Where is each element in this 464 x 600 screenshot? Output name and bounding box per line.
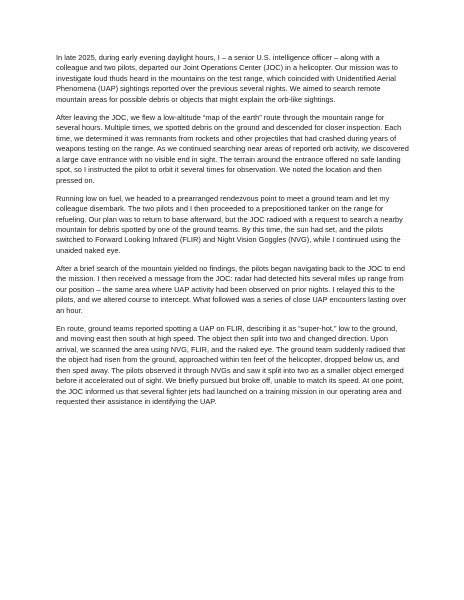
document-page xyxy=(56,53,410,415)
paragraph-3: Running low on fuel, we headed to a prearranged rendezvous point to meet a ground team and let my colleague disembark. The two pilots and I then proceeded to a prepositioned tanker on the range for refueling. Our plan was to return to base afterward, but the JOC radioed with a request to search a nearby mountain for debris spotted by one of the ground teams. By this time, the sun had set, and the pilots switched to Forward Looking Infrared (FLIR) and Night Vision Goggles (NVG), while I continued using the unaided naked eye. xyxy=(56,193,403,255)
paragraph-5: En route, ground teams reported spotting a UAP on FLIR, describing it as “super-hot,” low to the ground, and moving east then south at high speed. The object then split into two and changed direction. Upon arrival, we scanned the area using NVG, FLIR, and the naked eye. The ground team suddenly radioed that the object had risen from the ground, approached within ten feet of the helicopter, dropped below us, and then sped away. The pilots observed it through NVGs and saw it split into two as a smaller object emerged before it accelerated out of sight. We briefly pursued but broke off, unable to match its speed. At one point, the JOC informed us that several fighter jets had launched on a training mission in our operating area and requested their assistance in identifying the UAP. xyxy=(56,323,406,406)
paragraph-1: In late 2025, during early evening daylight hours, I – a senior U.S. intelligence officer – along with a colleague and two pilots, departed our Joint Operations Center (JOC) in a helicopter. Our mission was to investigate loud thuds heard in the mountains on the test range, which coincided with Unidentified Aerial Phenomena (UAP) sightings reported over the previous several nights. We aimed to search remote mountain areas for possible debris or objects that might explain the orb-like sightings. xyxy=(56,53,398,104)
paragraph-2: After leaving the JOC, we flew a low-altitude “map of the earth” route through the mountain range for several hours. Multiple times, we spotted debris on the ground and descended for closer inspection. Each time, we determined it was remnants from rockets and other projectiles that had crashed during years of weapons testing on the range. As we continued searching near areas of reported orb activity, we discovered a large cave entrance with no visible end in sight. The terrain around the entrance offered no safe landing spot, so I instructed the pilot to orbit it several times for observation. We noted the location and then pressed on. xyxy=(56,112,409,185)
paragraph-4: After a brief search of the mountain yielded no findings, the pilots began navigating back to the JOC to end the mission. I then received a message from the JOC: radar had detected hits several miles up range from our position – the same area where UAP activity had been observed on prior nights. I relayed this to the pilots, and we altered course to intercept. What followed was a series of close UAP encounters lasting over an hour. xyxy=(56,263,406,315)
